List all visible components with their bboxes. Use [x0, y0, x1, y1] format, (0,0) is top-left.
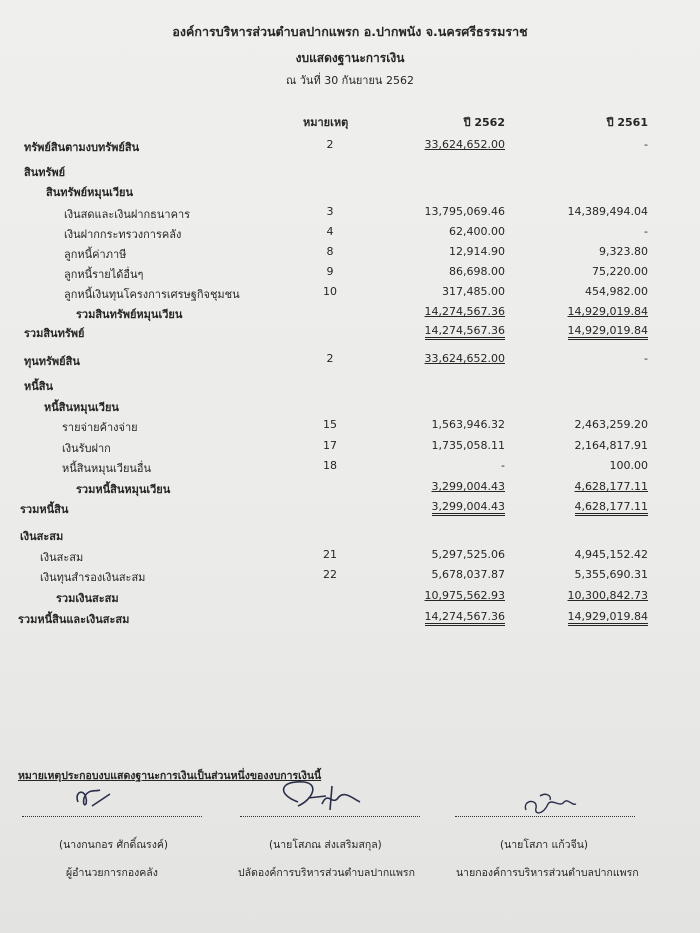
statement-date: ณ วันที่ 30 กันยายน 2562 — [286, 74, 414, 87]
total-row — [0, 500, 700, 516]
signature-1-mark — [70, 784, 120, 814]
row-label: หนี้สินหมุนเวียนอื่น — [62, 462, 152, 475]
table-row — [0, 352, 700, 368]
row-value-2562: 14,274,567.36 — [424, 305, 505, 318]
table-row — [0, 265, 700, 281]
signature-2-mark — [268, 776, 368, 818]
statement-title: งบแสดงฐานะการเงิน — [295, 51, 405, 65]
subsection-heading — [0, 183, 700, 199]
row-value-2561: - — [644, 352, 648, 365]
table-row — [0, 439, 700, 455]
row-note: 9 — [326, 265, 334, 278]
row-note: 18 — [323, 459, 337, 472]
signatory-3-position: นายกองค์การบริหารส่วนตำบลปากแพรก — [456, 867, 639, 879]
row-label: ลูกหนี้เงินทุนโครงการเศรษฐกิจชุมชน — [64, 288, 240, 301]
signatory-1-position: ผู้อำนวยการกองคลัง — [66, 867, 158, 879]
signatory-2-position: ปลัดองค์การบริหารส่วนตำบลปากแพรก — [238, 867, 415, 879]
row-label: ลูกหนี้ค่าภาษี — [64, 248, 127, 261]
table-row — [0, 225, 700, 241]
row-label: เงินฝากกระทรวงการคลัง — [64, 228, 182, 241]
row-value-2562: 3,299,004.43 — [431, 480, 505, 493]
row-value-2562: 1,563,946.32 — [431, 418, 505, 431]
row-value-2561: 454,982.00 — [585, 285, 648, 298]
row-value-2561: 75,220.00 — [592, 265, 648, 278]
row-label: รวมหนี้สินหมุนเวียน — [76, 483, 171, 496]
row-label: หนี้สินหมุนเวียน — [44, 401, 119, 414]
row-value-2561: 14,389,494.04 — [567, 205, 648, 218]
note-column-header: หมายเหตุ — [303, 116, 349, 129]
row-note: 22 — [323, 568, 337, 581]
subtotal-row — [0, 305, 700, 321]
row-value-2562: 62,400.00 — [449, 225, 505, 238]
signature-line-2 — [240, 815, 420, 817]
section-heading — [0, 163, 700, 179]
signatory-2-name: (นายโสภณ ส่งเสริมสกุล) — [269, 839, 382, 851]
row-value-2562: 1,735,058.11 — [431, 439, 505, 452]
row-label: รวมหนี้สินและเงินสะสม — [18, 613, 130, 626]
row-value-2562: 13,795,069.46 — [424, 205, 505, 218]
row-value-2561: 9,323.80 — [599, 245, 648, 258]
row-label: สินทรัพย์หมุนเวียน — [46, 186, 134, 199]
row-label: รวมสินทรัพย์ — [24, 327, 85, 340]
row-note: 17 — [323, 439, 337, 452]
row-value-2562: 14,274,567.36 — [425, 324, 505, 340]
row-value-2562: 12,914.90 — [449, 245, 505, 258]
row-label: เงินสดและเงินฝากธนาคาร — [64, 208, 191, 221]
signatory-3-name: (นายโสภา แก้วจีน) — [500, 839, 588, 851]
table-row — [0, 459, 700, 475]
row-label: เงินสะสม — [40, 551, 84, 564]
row-value-2561: - — [644, 138, 648, 151]
row-value-2562: 86,698.00 — [449, 265, 505, 278]
row-label: รวมเงินสะสม — [56, 592, 119, 605]
total-row — [0, 610, 700, 626]
year-2561-column-header: ปี 2561 — [606, 116, 648, 129]
table-row — [0, 138, 700, 154]
row-note: 15 — [323, 418, 337, 431]
table-row — [0, 418, 700, 434]
row-label: รวมหนี้สิน — [20, 503, 69, 516]
table-row — [0, 205, 700, 221]
row-value-2561: - — [644, 225, 648, 238]
section-heading — [0, 377, 700, 393]
row-value-2561: 14,929,019.84 — [568, 324, 648, 340]
organization-title: องค์การบริหารส่วนตำบลปากแพรก อ.ปากพนัง จ.นครศรีธรรมราช — [172, 24, 528, 39]
row-note: 21 — [323, 548, 337, 561]
row-value-2561: 2,463,259.20 — [574, 418, 648, 431]
footnote: หมายเหตุประกอบงบแสดงฐานะการเงินเป็นส่วนหนึ่งของงบการเงินนี้ — [18, 770, 322, 782]
row-label: สินทรัพย์ — [24, 166, 66, 179]
table-row — [0, 568, 700, 584]
row-label: เงินรับฝาก — [62, 442, 111, 455]
row-note: 10 — [323, 285, 337, 298]
row-value-2561: 5,355,690.31 — [574, 568, 648, 581]
section-heading — [0, 527, 700, 543]
row-note: 2 — [326, 352, 334, 365]
row-note: 4 — [326, 225, 334, 238]
row-value-2562: 10,975,562.93 — [424, 589, 505, 602]
row-value-2561: 14,929,019.84 — [568, 610, 648, 626]
row-value-2562: 14,274,567.36 — [425, 610, 505, 626]
row-label: หนี้สิน — [24, 380, 54, 393]
row-value-2562: 5,297,525.06 — [431, 548, 505, 561]
row-label: ลูกหนี้รายได้อื่นๆ — [64, 268, 144, 281]
signature-line-1 — [22, 815, 202, 817]
row-value-2561: 10,300,842.73 — [567, 589, 648, 602]
total-row — [0, 324, 700, 340]
row-value-2562: 317,485.00 — [442, 285, 505, 298]
row-value-2562: 33,624,652.00 — [424, 352, 505, 365]
subsection-heading — [0, 398, 700, 414]
table-row — [0, 285, 700, 301]
row-value-2562: 5,678,037.87 — [431, 568, 505, 581]
table-row — [0, 548, 700, 564]
signatory-1-name: (นางกนกอร ศักดิ์ณรงค์) — [59, 839, 168, 851]
row-value-2561: 2,164,817.91 — [574, 439, 648, 452]
row-label: ทรัพย์สินตามงบทรัพย์สิน — [24, 141, 140, 154]
row-label: เงินทุนสำรองเงินสะสม — [40, 571, 146, 584]
row-value-2561: 14,929,019.84 — [567, 305, 648, 318]
row-value-2562: 3,299,004.43 — [432, 500, 505, 516]
row-note: 8 — [326, 245, 334, 258]
table-row — [0, 245, 700, 261]
row-label: รวมสินทรัพย์หมุนเวียน — [76, 308, 183, 321]
row-value-2561: 4,628,177.11 — [575, 500, 648, 516]
row-value-2562: - — [501, 459, 505, 472]
subtotal-row — [0, 480, 700, 496]
row-label: เงินสะสม — [20, 530, 64, 543]
row-label: ทุนทรัพย์สิน — [24, 355, 80, 368]
row-note: 3 — [326, 205, 334, 218]
subtotal-row — [0, 589, 700, 605]
row-note: 2 — [326, 138, 334, 151]
row-value-2561: 4,628,177.11 — [574, 480, 648, 493]
row-value-2562: 33,624,652.00 — [424, 138, 505, 151]
row-label: รายจ่ายค้างจ่าย — [62, 421, 138, 434]
row-value-2561: 4,945,152.42 — [574, 548, 648, 561]
signature-line-3 — [455, 815, 635, 817]
year-2562-column-header: ปี 2562 — [463, 116, 505, 129]
row-value-2561: 100.00 — [609, 459, 648, 472]
